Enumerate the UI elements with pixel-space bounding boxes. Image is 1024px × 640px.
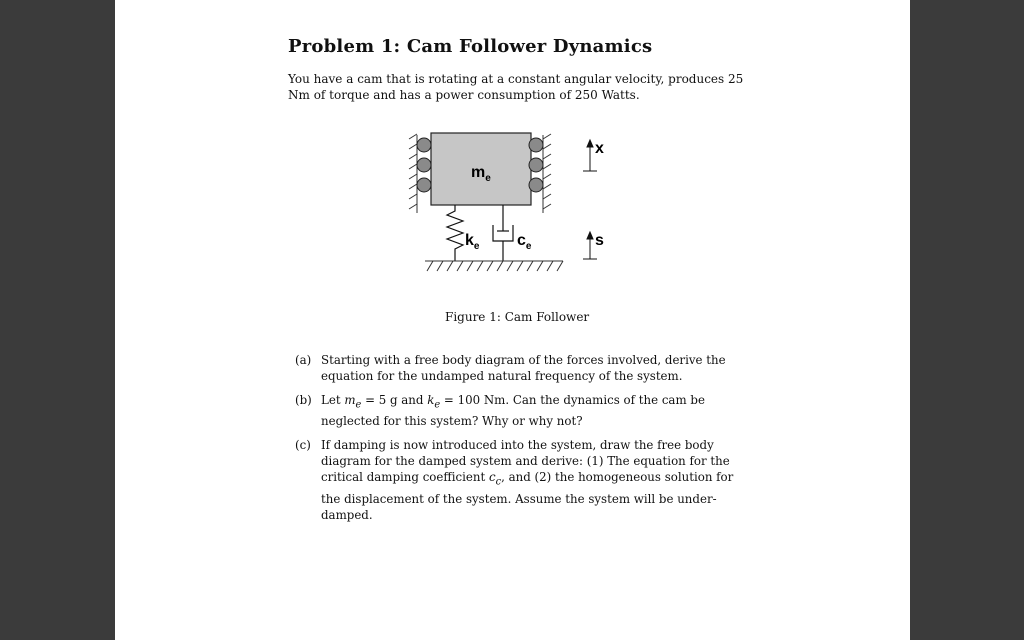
question-b-pre: Let: [321, 393, 345, 407]
me-subscript: e: [355, 399, 362, 411]
ground: [425, 261, 563, 271]
cam-follower-figure: [395, 125, 625, 285]
problem-intro: You have a cam that is rotating at a constant angular velocity, produces 25 Nm of torque and has a power consumption of 250 Watts.: [288, 72, 744, 102]
mass-label: $m_e$: [471, 164, 491, 184]
me-symbol: m: [344, 393, 356, 407]
figure-caption: Figure 1: Cam Follower: [445, 310, 590, 324]
damper-label: $c_e$: [517, 232, 532, 252]
x-coordinate-arrow: [583, 125, 625, 171]
question-b-post: = 100 Nm. Can the dynamics of the cam be neglected for this system? Why or why not?: [321, 393, 705, 429]
question-a-text: Starting with a free body diagram of the forces involved, derive the equation for the undamped natural frequency of the system.: [321, 353, 726, 383]
question-c-pre: If damping is now introduced into the system, draw the free body diagram for the damped system and derive: (1) The equation for the critical damping coefficient: [321, 438, 730, 485]
s-label: s: [595, 232, 604, 249]
spring-label: $k_e$: [465, 232, 480, 252]
question-c-label: (c): [295, 438, 311, 453]
problem-title: Problem 1: Cam Follower Dynamics: [288, 36, 653, 57]
right-wall: [543, 134, 551, 213]
ke-symbol: k: [427, 393, 435, 407]
question-b: [295, 392, 755, 429]
left-wall: [409, 134, 417, 213]
question-b-mid: = 5 g and: [361, 393, 428, 407]
cc-symbol: c: [489, 470, 496, 485]
cc-subscript: c: [495, 476, 502, 488]
question-c-post: , and (2) the homogeneous solution for the displacement of the system. Assume the system will be under-damped.: [321, 470, 734, 522]
x-label: x: [595, 140, 604, 157]
document-page: [115, 0, 910, 640]
question-a-label: (a): [295, 353, 312, 367]
question-a: [295, 352, 755, 384]
spring: [447, 205, 463, 261]
question-list: [295, 352, 755, 531]
question-b-label: (b): [295, 393, 312, 407]
damper: [493, 205, 513, 261]
ke-subscript: e: [434, 399, 441, 411]
question-c: [295, 437, 755, 522]
